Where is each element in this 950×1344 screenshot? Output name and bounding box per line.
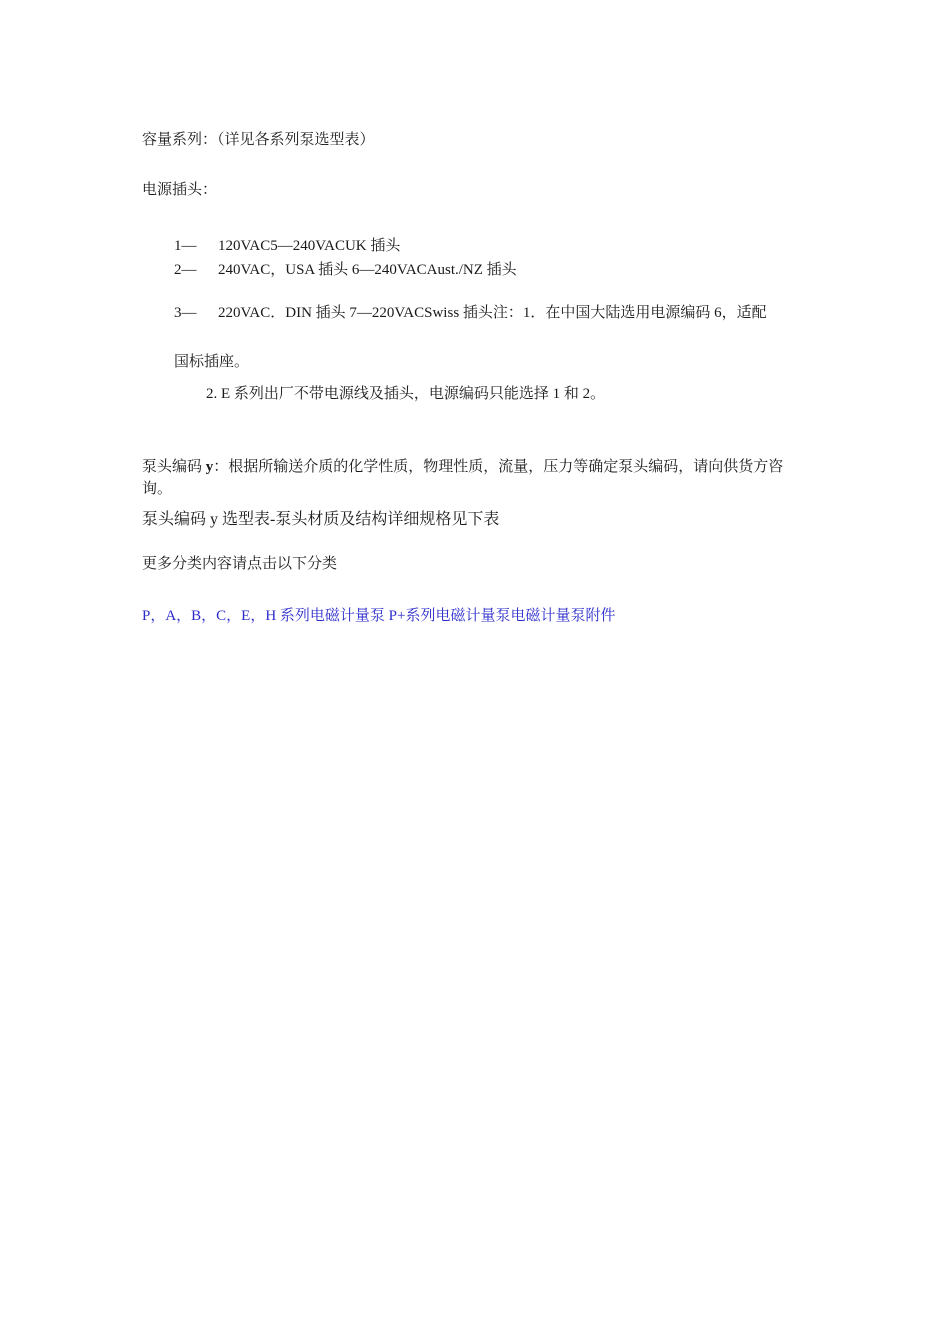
plug-item-text: 220VAC．DIN 插头 7—220VACSwiss 插头注：1．在中国大陆选用电源编码 6，适配 [218, 305, 767, 321]
more-categories-text: 更多分类内容请点击以下分类 [142, 556, 338, 572]
plug-item-text: 120VAC5—240VACUK 插头 [218, 238, 401, 254]
plug-item [174, 303, 767, 323]
plug-note-continuation: 国标插座。 [174, 354, 250, 370]
e-series-note: 2. E 系列出厂不带电源线及插头，电源编码只能选择 1 和 2。 [206, 386, 606, 402]
pump-head-table-title: 泵头编码 y 选型表-泵头材质及结构详细规格见下表 [142, 511, 500, 528]
plug-item-text: 240VAC，USA 插头 6—240VACAust./NZ 插头 [218, 262, 517, 278]
power-plug-heading: 电源插头： [142, 182, 218, 198]
capacity-series-text: 容量系列：（详见各系列泵选型表） [142, 132, 375, 148]
plug-item-number: 3— [174, 305, 197, 321]
pump-head-label: 泵头编码 [142, 459, 206, 475]
plug-item-number: 1— [174, 238, 197, 254]
pump-head-paragraph [142, 456, 802, 500]
pump-head-colon: ： [213, 459, 229, 475]
category-links[interactable]: P，A，B，C，E，H 系列电磁计量泵 P+系列电磁计量泵电磁计量泵附件 [142, 608, 616, 624]
plug-item [174, 260, 517, 280]
pump-head-variable: y [205, 459, 214, 475]
plug-item [174, 236, 400, 256]
plug-item-number: 2— [174, 262, 197, 278]
pump-head-description: 根据所输送介质的化学性质，物理性质，流量，压力等确定泵头编码，请向供货方咨询。 [142, 459, 784, 497]
